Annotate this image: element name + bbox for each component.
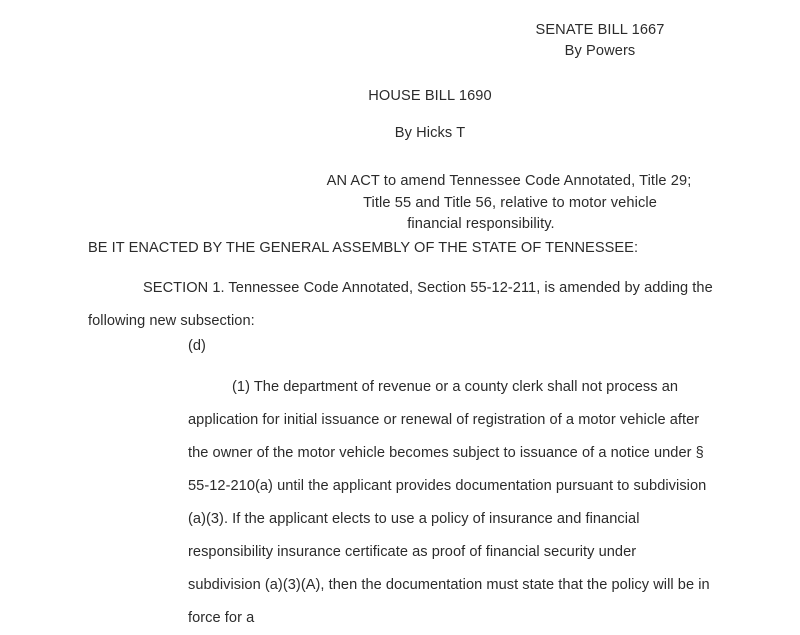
senate-bill-number: SENATE BILL 1667 <box>535 22 665 38</box>
act-caption-line-1: AN ACT to amend Tennessee Code Annotated, Title 29; <box>326 173 692 189</box>
subsection-d-body <box>188 371 712 635</box>
subsection-d-paragraph-1: (1) The department of revenue or a county clerk shall not process an application for initial issuance or renewal of registration of a motor vehicle after the owner of the motor vehicle becomes subject to issuance of a notice under § 55-12-210(a) until the applicant provides documentation pursuant to subdivision (a)(3). If the applicant elects to use a policy of insurance and financial responsibility insurance certificate as proof of financial security under subdivision (a)(3)(A), then the documentation must state that the policy will be in force for a <box>188 379 710 626</box>
section-one-text: SECTION 1. Tennessee Code Annotated, Section 55-12-211, is amended by adding the following new subsection: <box>88 280 713 329</box>
act-caption <box>322 171 698 236</box>
house-bill-number: HOUSE BILL 1690 <box>368 88 492 104</box>
senate-bill-author: By Powers <box>564 43 636 59</box>
act-caption-line-2: Title 55 and Title 56, relative to motor vehicle <box>363 194 657 211</box>
section-one-block <box>88 272 713 338</box>
senate-bill-header <box>430 20 770 62</box>
subsection-d-label: (d) <box>188 338 206 354</box>
enacting-clause: BE IT ENACTED BY THE GENERAL ASSEMBLY OF THE STATE OF TENNESSEE: <box>88 240 639 256</box>
act-caption-line-3: financial responsibility. <box>407 216 555 232</box>
house-bill-author: By Hicks T <box>394 125 466 141</box>
house-bill-header <box>180 88 680 141</box>
